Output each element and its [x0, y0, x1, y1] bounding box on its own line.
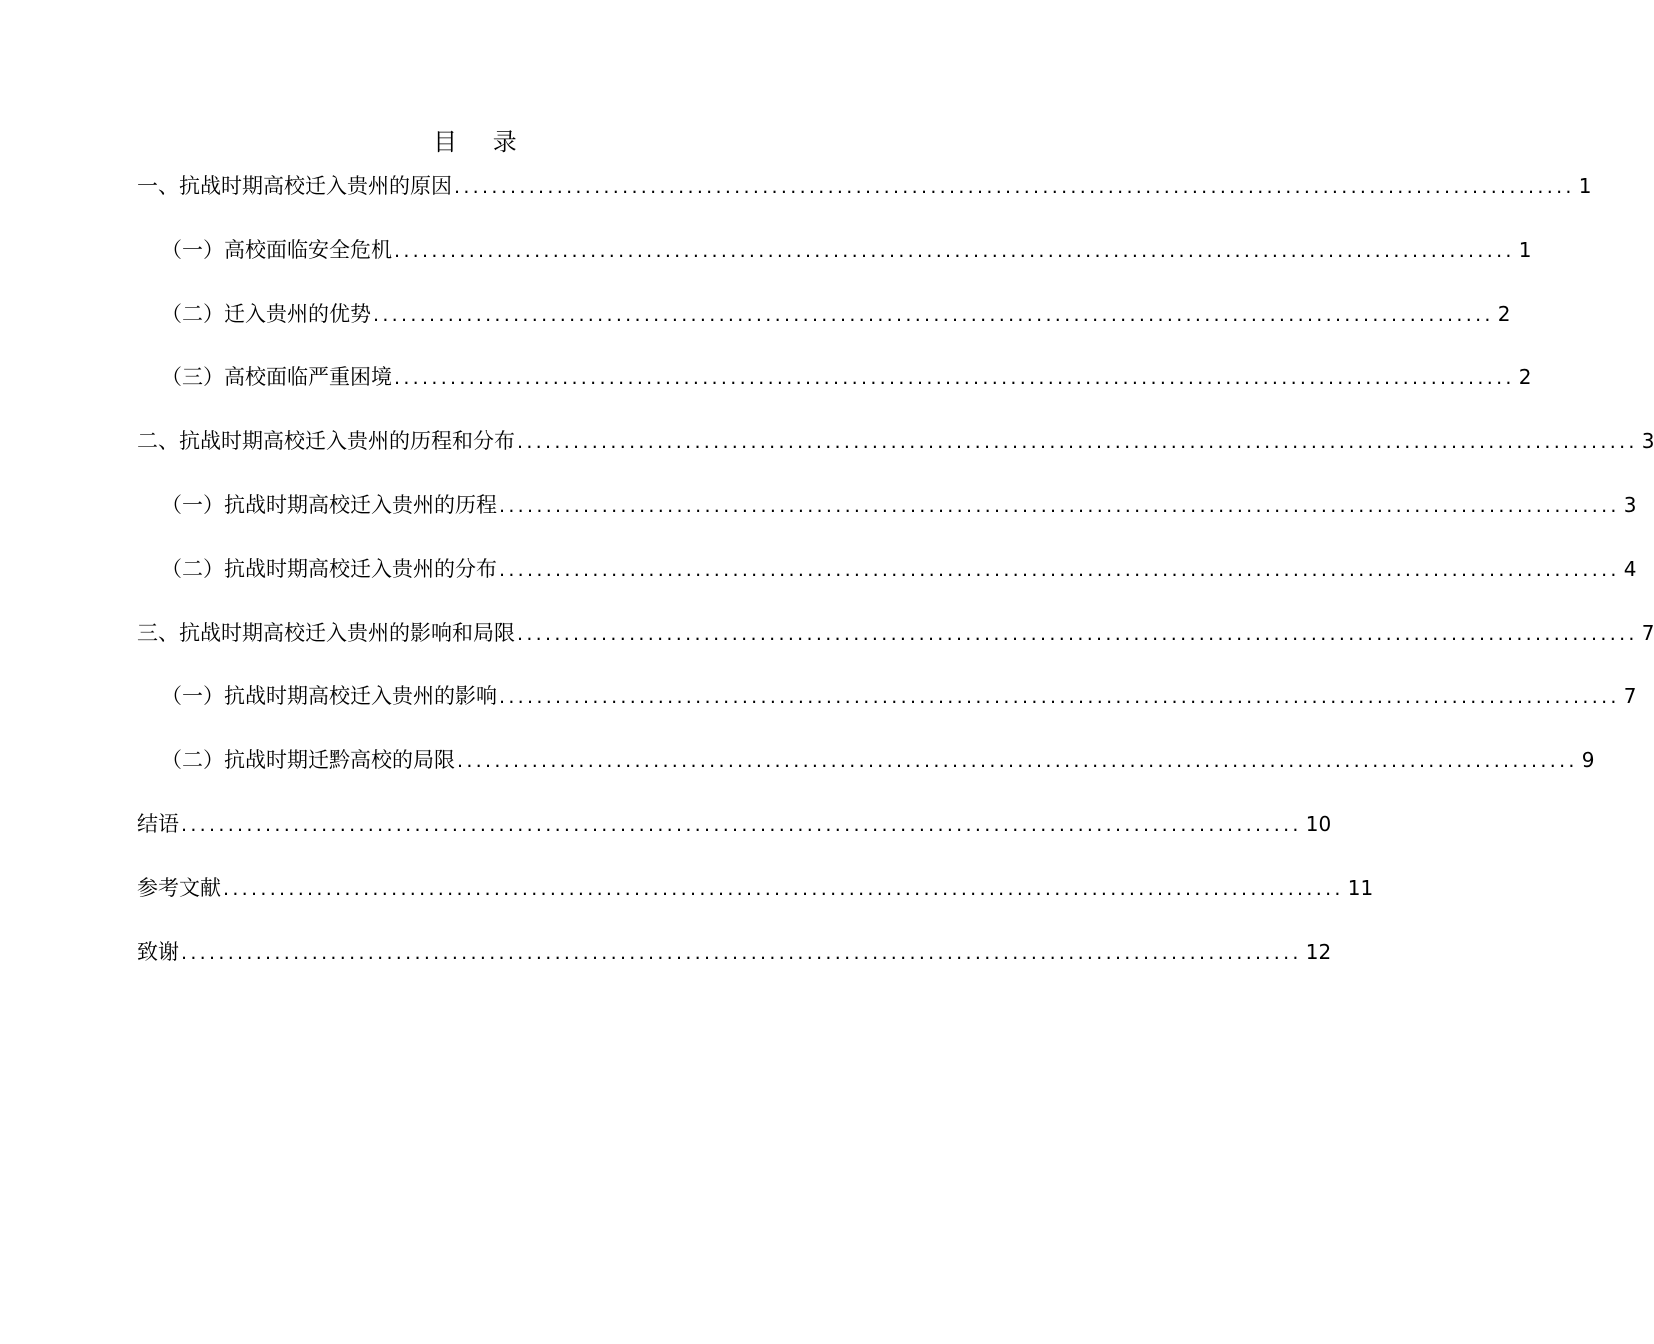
toc-entry[interactable] [137, 808, 1332, 872]
toc-entry-page: 2 [1497, 301, 1511, 326]
toc-entry[interactable] [137, 489, 1637, 553]
toc-leader-dots: ........................................................................................................................ [181, 941, 1302, 964]
toc-leader-dots: ........................................................................................................................ [181, 813, 1302, 836]
toc-entry-page: 1 [1518, 237, 1532, 262]
toc-leader-dots: ........................................................................................................................ [499, 494, 1620, 517]
toc-entry[interactable] [137, 361, 1532, 425]
toc-entry[interactable] [137, 425, 1654, 489]
toc-leader-dots: ........................................................................................................................ [394, 367, 1515, 390]
toc-entry-page: 7 [1641, 620, 1654, 645]
toc-entry[interactable] [137, 298, 1511, 362]
toc-entry-page: 3 [1623, 492, 1637, 517]
toc-entry-page: 9 [1581, 748, 1595, 773]
toc-entry-label: 结语 [137, 811, 179, 836]
toc-leader-dots: ........................................................................................................................ [499, 686, 1620, 709]
toc-entry-page: 2 [1518, 365, 1532, 390]
toc-leader-dots: ........................................................................................................................ [499, 558, 1620, 581]
toc-leader-dots: ........................................................................................................................ [454, 176, 1575, 198]
toc-entry-label: 二、抗战时期高校迁入贵州的历程和分布 [137, 429, 515, 454]
toc-entry-page: 4 [1623, 556, 1637, 581]
toc-leader-dots: ........................................................................................................................ [517, 622, 1638, 645]
toc-entry-page: 11 [1347, 875, 1374, 900]
toc-entry-label: 致谢 [137, 939, 179, 964]
toc-entry-page: 7 [1623, 684, 1637, 709]
toc-entry-page: 10 [1305, 811, 1332, 836]
toc-leader-dots: ........................................................................................................................ [394, 239, 1515, 262]
toc-leader-dots: ........................................................................................................................ [373, 303, 1494, 326]
toc-entry[interactable] [137, 170, 1592, 234]
toc-entry-page: 3 [1641, 429, 1654, 454]
toc-entry-page: 1 [1578, 174, 1592, 198]
toc-entry-label: 一、抗战时期高校迁入贵州的原因 [137, 174, 452, 198]
toc-entry-label: （二）抗战时期高校迁入贵州的分布 [161, 556, 497, 581]
toc-entry-label: （二）抗战时期迁黔高校的局限 [161, 748, 455, 773]
toc-entry-label: 参考文献 [137, 875, 221, 900]
toc-list [137, 170, 1654, 999]
toc-entry-label: （一）高校面临安全危机 [161, 237, 392, 262]
toc-leader-dots: ........................................................................................................................ [517, 431, 1638, 454]
toc-entry-label: （一）抗战时期高校迁入贵州的影响 [161, 684, 497, 709]
toc-entry[interactable] [137, 234, 1532, 298]
toc-entry[interactable] [137, 553, 1637, 617]
toc-entry[interactable] [137, 680, 1637, 744]
toc-entry-label: 三、抗战时期高校迁入贵州的影响和局限 [137, 620, 515, 645]
toc-entry-label: （一）抗战时期高校迁入贵州的历程 [161, 492, 497, 517]
toc-entry[interactable] [137, 936, 1332, 1000]
toc-leader-dots: ........................................................................................................................ [223, 877, 1344, 900]
toc-entry-label: （三）高校面临严重困境 [161, 365, 392, 390]
toc-entry[interactable] [137, 744, 1595, 808]
toc-entry-label: （二）迁入贵州的优势 [161, 301, 371, 326]
toc-entry[interactable] [137, 617, 1654, 681]
toc-entry[interactable] [137, 872, 1374, 936]
toc-entry-page: 12 [1305, 939, 1332, 964]
toc-title: 目 录 [433, 128, 531, 156]
toc-leader-dots: ........................................................................................................................ [457, 750, 1578, 773]
